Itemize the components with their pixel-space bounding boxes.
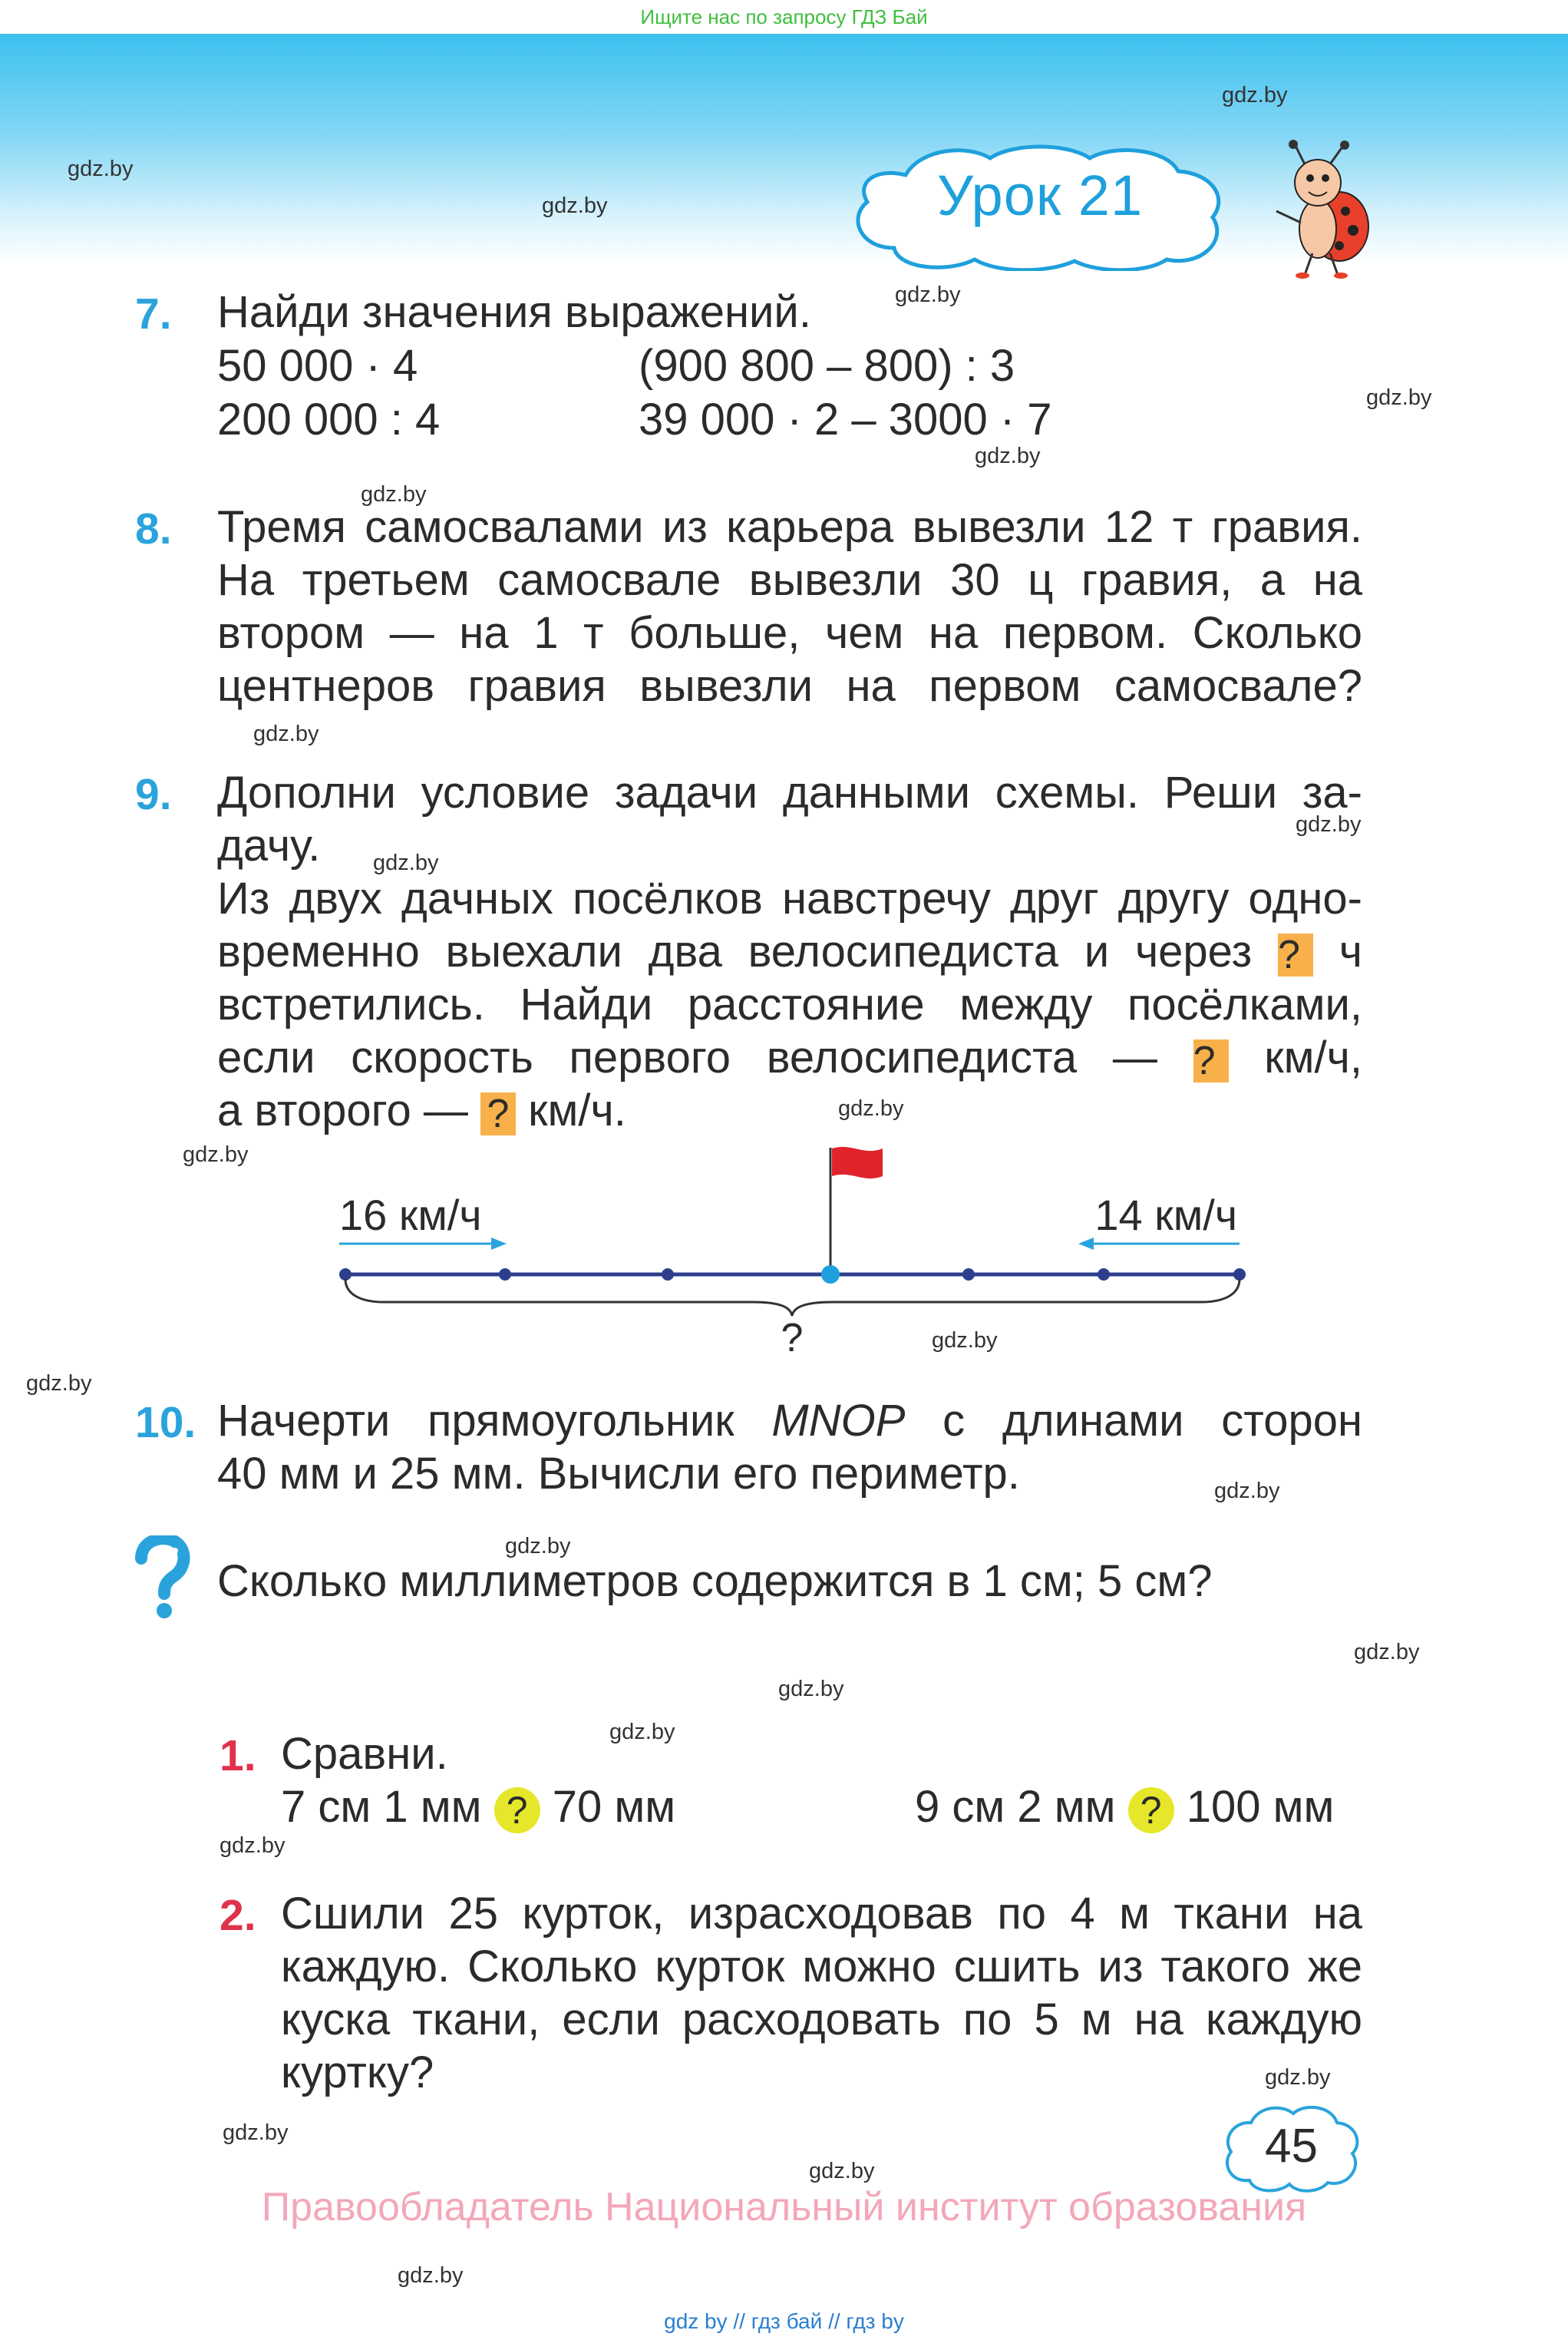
task9-line <box>217 1031 1362 1084</box>
question-mark-icon <box>130 1535 192 1620</box>
watermark: gdz.by <box>975 444 1041 468</box>
task8-line: втором — на 1 т больше, чем на первом. Сколько <box>217 608 1362 658</box>
top-banner: Ищите нас по запросу ГДЗ Бай <box>0 0 1568 34</box>
road-point <box>1098 1268 1110 1281</box>
road-point <box>339 1268 352 1281</box>
watermark: gdz.by <box>778 1677 844 1701</box>
placeholder-circle: ? <box>494 1787 540 1833</box>
review2-line: Сшили 25 курток, израсходовав по 4 м ткани на <box>281 1889 1362 1938</box>
watermark: gdz.by <box>398 2263 464 2288</box>
task7-expression: (900 800 – 800) : 3 <box>639 341 1015 391</box>
watermark: gdz.by <box>1354 1640 1420 1664</box>
review2-line: каждую. Сколько курток можно сшить из такого же <box>281 1942 1362 1991</box>
right-speed-label: 14 км/ч <box>1094 1191 1237 1239</box>
task10-line <box>217 1394 1362 1447</box>
task9-line: встретились. Найди расстояние между посёлками, <box>217 980 1362 1030</box>
review1-compare-b <box>915 1780 1334 1833</box>
compare-left: 9 см 2 мм <box>915 1782 1116 1832</box>
watermark: gdz.by <box>68 157 134 181</box>
distance-brace <box>345 1279 1240 1316</box>
task10-line: 40 мм и 25 мм. Вычисли его периметр. <box>217 1449 1020 1499</box>
watermark: gdz.by <box>1265 2065 1331 2090</box>
watermark: gdz.by <box>26 1371 92 1396</box>
watermark: gdz.by <box>373 851 439 875</box>
watermark: gdz.by <box>1296 812 1362 837</box>
watermark: gdz.by <box>542 193 608 218</box>
question-text: Сколько миллиметров содержится в 1 см; 5 см? <box>217 1556 1213 1606</box>
task9-text: а второго — <box>217 1086 468 1135</box>
right-arrow-head <box>1078 1238 1094 1250</box>
task10-number: 10. <box>135 1398 196 1447</box>
task8-number: 8. <box>135 504 172 554</box>
watermark: gdz.by <box>183 1142 249 1167</box>
task10-text: Начерти прямоугольник <box>217 1396 734 1446</box>
left-speed-label: 16 км/ч <box>339 1191 482 1239</box>
road-point <box>499 1268 511 1281</box>
motion-diagram <box>322 1129 1274 1359</box>
review2-line: куртку? <box>281 2048 434 2097</box>
task8-line: центнеров гравия вывезли на первом самосвале? <box>217 661 1362 711</box>
review1-text: Сравни. <box>281 1729 448 1779</box>
watermark: gdz.by <box>838 1096 904 1121</box>
flag-icon <box>832 1147 883 1178</box>
placeholder-box: ? <box>1278 934 1313 977</box>
task7-expression: 200 000 : 4 <box>217 395 441 445</box>
distance-unknown: ? <box>781 1316 804 1359</box>
road-point <box>962 1268 975 1281</box>
task9-text: км/ч. <box>528 1086 626 1135</box>
watermark: gdz.by <box>223 2120 289 2145</box>
task9-text: ч <box>1339 927 1362 977</box>
task9-line: дачу. <box>217 821 321 871</box>
page-number: 45 <box>1265 2120 1318 2173</box>
footer-links[interactable]: gdz by // гдз бай // гдз by <box>664 2309 904 2333</box>
watermark: gdz.by <box>1222 83 1288 107</box>
copyright-text: Правообладатель Национальный институт образования <box>261 2185 1307 2229</box>
watermark: gdz.by <box>253 722 319 746</box>
task9-text: временно выехали два велосипедиста и через <box>217 927 1253 977</box>
task9-number: 9. <box>135 770 172 819</box>
review2-line: куска ткани, если расходовать по 5 м на каждую <box>281 1995 1362 2044</box>
compare-right: 100 мм <box>1186 1782 1335 1832</box>
watermark: gdz.by <box>1214 1479 1280 1503</box>
road-point <box>662 1268 674 1281</box>
rectangle-name: MNOP <box>771 1396 906 1446</box>
meeting-point <box>821 1265 840 1284</box>
watermark: gdz.by <box>1366 385 1432 410</box>
placeholder-box: ? <box>1193 1039 1229 1082</box>
watermark: gdz.by <box>361 482 427 507</box>
review1-compare-a <box>281 1780 675 1833</box>
lesson-title: Урок 21 <box>936 164 1144 227</box>
task8-line: Тремя самосвалами из карьера вывезли 12 т гравия. <box>217 502 1362 552</box>
task10-text: с длинами сторон <box>942 1396 1362 1446</box>
placeholder-circle: ? <box>1128 1787 1174 1833</box>
placeholder-box: ? <box>480 1092 516 1135</box>
task7-text: Найди значения выражений. <box>217 287 811 337</box>
task9-line: Из двух дачных посёлков навстречу друг другу одно- <box>217 874 1362 924</box>
task9-line <box>217 925 1362 978</box>
task8-line: На третьем самосвале вывезли 30 ц гравия, а на <box>217 555 1362 605</box>
watermark: gdz.by <box>220 1833 286 1858</box>
compare-left: 7 см 1 мм <box>281 1782 482 1832</box>
watermark: gdz.by <box>895 283 961 307</box>
task9-text: если скорость первого велосипедиста — <box>217 1033 1157 1082</box>
task7-number: 7. <box>135 289 172 339</box>
task7-expression: 50 000 · 4 <box>217 341 418 391</box>
review2-number: 2. <box>220 1891 256 1940</box>
task9-text: км/ч, <box>1264 1033 1362 1082</box>
left-arrow-head <box>491 1238 507 1250</box>
task9-line: Дополни условие задачи данными схемы. Реши за- <box>217 768 1362 818</box>
watermark: gdz.by <box>609 1720 675 1744</box>
road-point <box>1233 1268 1246 1281</box>
ladybug-icon <box>1270 138 1374 280</box>
task7-expression: 39 000 · 2 – 3000 · 7 <box>639 395 1052 445</box>
review1-number: 1. <box>220 1731 256 1780</box>
watermark: gdz.by <box>809 2159 875 2183</box>
compare-right: 70 мм <box>552 1782 676 1832</box>
watermark: gdz.by <box>505 1534 571 1558</box>
watermark: gdz.by <box>932 1328 998 1353</box>
